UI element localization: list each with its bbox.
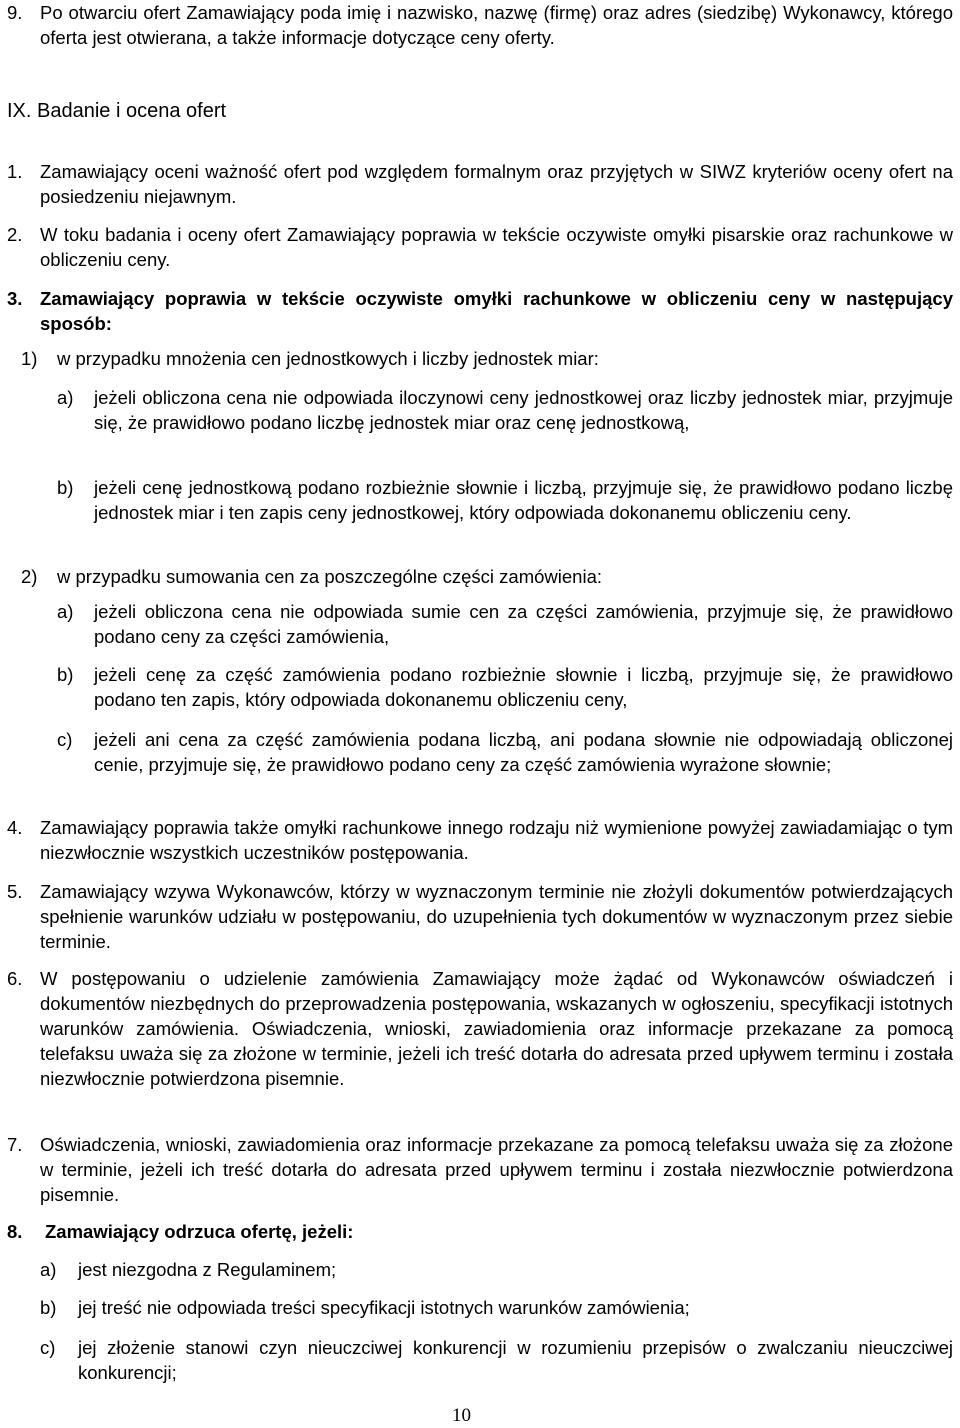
item-number: 2) [21, 566, 38, 587]
item-number: 1. [7, 161, 23, 182]
item-text: Zamawiający wzywa Wykonawców, którzy w wyznaczonym terminie nie złożyli dokumentów potwierdzających spełnienie warunków udziału w postępowaniu, do uzupełnienia tych dokumentów w wyznaczonym przez siebie terminie. [40, 881, 953, 952]
item-text: jej złożenie stanowi czyn nieuczciwej konkurencji w rozumieniu przepisów o zwalczaniu nieuczciwej konkurencji; [78, 1337, 953, 1383]
item-text: W toku badania i oceny ofert Zamawiający poprawia w tekście oczywiste omyłki pisarskie oraz rachunkowe w obliczeniu ceny. [40, 224, 953, 270]
item-number: 2. [7, 224, 23, 245]
item-number: a) [40, 1259, 57, 1280]
item-text: Zamawiający poprawia w tekście oczywiste omyłki rachunkowe w obliczeniu ceny w następujący sposób: [40, 288, 953, 334]
item-text: jeżeli ani cena za część zamówienia podana liczbą, ani podana słownie nie odpowiadają obliczonej cenie, przyjmuje się, że prawidłowo podano ceny za część zamówienia wyrażone słownie; [94, 729, 953, 775]
item-number: 7. [7, 1134, 23, 1155]
item-text: Zamawiający oceni ważność ofert pod względem formalnym oraz przyjętych w SIWZ kryteriów oceny ofert na posiedzeniu niejawnym. [40, 161, 953, 207]
item-number: b) [57, 477, 74, 498]
item-text: Oświadczenia, wnioski, zawiadomienia oraz informacje przekazane za pomocą telefaksu uważa się za złożone w terminie, jeżeli ich treść dotarła do adresata przed upływem terminu i została niezwłocznie potwierdzona pisemnie. [40, 1134, 953, 1205]
section-heading: IX. Badanie i ocena ofert [7, 100, 227, 122]
item-number: 8. [7, 1221, 23, 1242]
item-text: Zamawiający poprawia także omyłki rachunkowe innego rodzaju niż wymienione powyżej zawiadamiając o tym niezwłocznie wszystkich uczestników postępowania. [40, 817, 953, 863]
item-text: jeżeli obliczona cena nie odpowiada sumie cen za części zamówienia, przyjmuje się, że prawidłowo podano ceny za części zamówienia, [94, 601, 953, 647]
item-text: W postępowaniu o udzielenie zamówienia Zamawiający może żądać od Wykonawców oświadczeń i dokumentów niezbędnych do przeprowadzenia postępowania, wskazanych w ogłoszeniu, specyfikacji istotnych warunków zamówienia. Oświadczenia, wnioski, zawiadomienia oraz informacje przekazane za pomocą telefaksu uważa się za złożone w terminie, jeżeli ich treść dotarła do adresata przed upływem terminu i została niezwłocznie potwierdzona pisemnie. [40, 968, 953, 1089]
item-text: Po otwarciu ofert Zamawiający poda imię i nazwisko, nazwę (firmę) oraz adres (siedzibę) Wykonawcy, którego oferta jest otwierana, a także informacje dotyczące ceny oferty. [40, 2, 953, 48]
item-number: 4. [7, 817, 23, 838]
item-text: jest niezgodna z Regulaminem; [78, 1259, 337, 1280]
item-text: w przypadku mnożenia cen jednostkowych i liczby jednostek miar: [57, 348, 599, 369]
item-number: c) [57, 729, 73, 750]
item-number: 1) [21, 348, 38, 369]
item-number: 5. [7, 881, 23, 902]
item-number: c) [40, 1337, 56, 1358]
item-number: b) [57, 664, 74, 685]
item-number: a) [57, 387, 74, 408]
item-number: 6. [7, 968, 23, 989]
item-text: jeżeli obliczona cena nie odpowiada iloczynowi ceny jednostkowej oraz liczby jednostek miar, przyjmuje się, że prawidłowo podano liczbę jednostek miar oraz cenę jednostkową, [94, 387, 953, 433]
item-text: w przypadku sumowania cen za poszczególne części zamówienia: [57, 566, 602, 587]
item-text: Zamawiający odrzuca ofertę, jeżeli: [45, 1221, 354, 1242]
item-number: 9. [7, 2, 23, 23]
item-number: b) [40, 1297, 57, 1318]
item-number: 3. [7, 288, 23, 309]
item-number: a) [57, 601, 74, 622]
item-text: jej treść nie odpowiada treści specyfikacji istotnych warunków zamówienia; [78, 1297, 690, 1318]
page-number: 10 [452, 1405, 471, 1426]
item-text: jeżeli cenę za część zamówienia podano rozbieżnie słownie i liczbą, przyjmuje się, że prawidłowo podano ten zapis, który odpowiada dokonanemu obliczeniu ceny, [94, 664, 953, 710]
item-text: jeżeli cenę jednostkową podano rozbieżnie słownie i liczbą, przyjmuje się, że prawidłowo podano liczbę jednostek miar i ten zapis ceny jednostkowej, który odpowiada dokonanemu obliczeniu ceny. [94, 477, 953, 523]
